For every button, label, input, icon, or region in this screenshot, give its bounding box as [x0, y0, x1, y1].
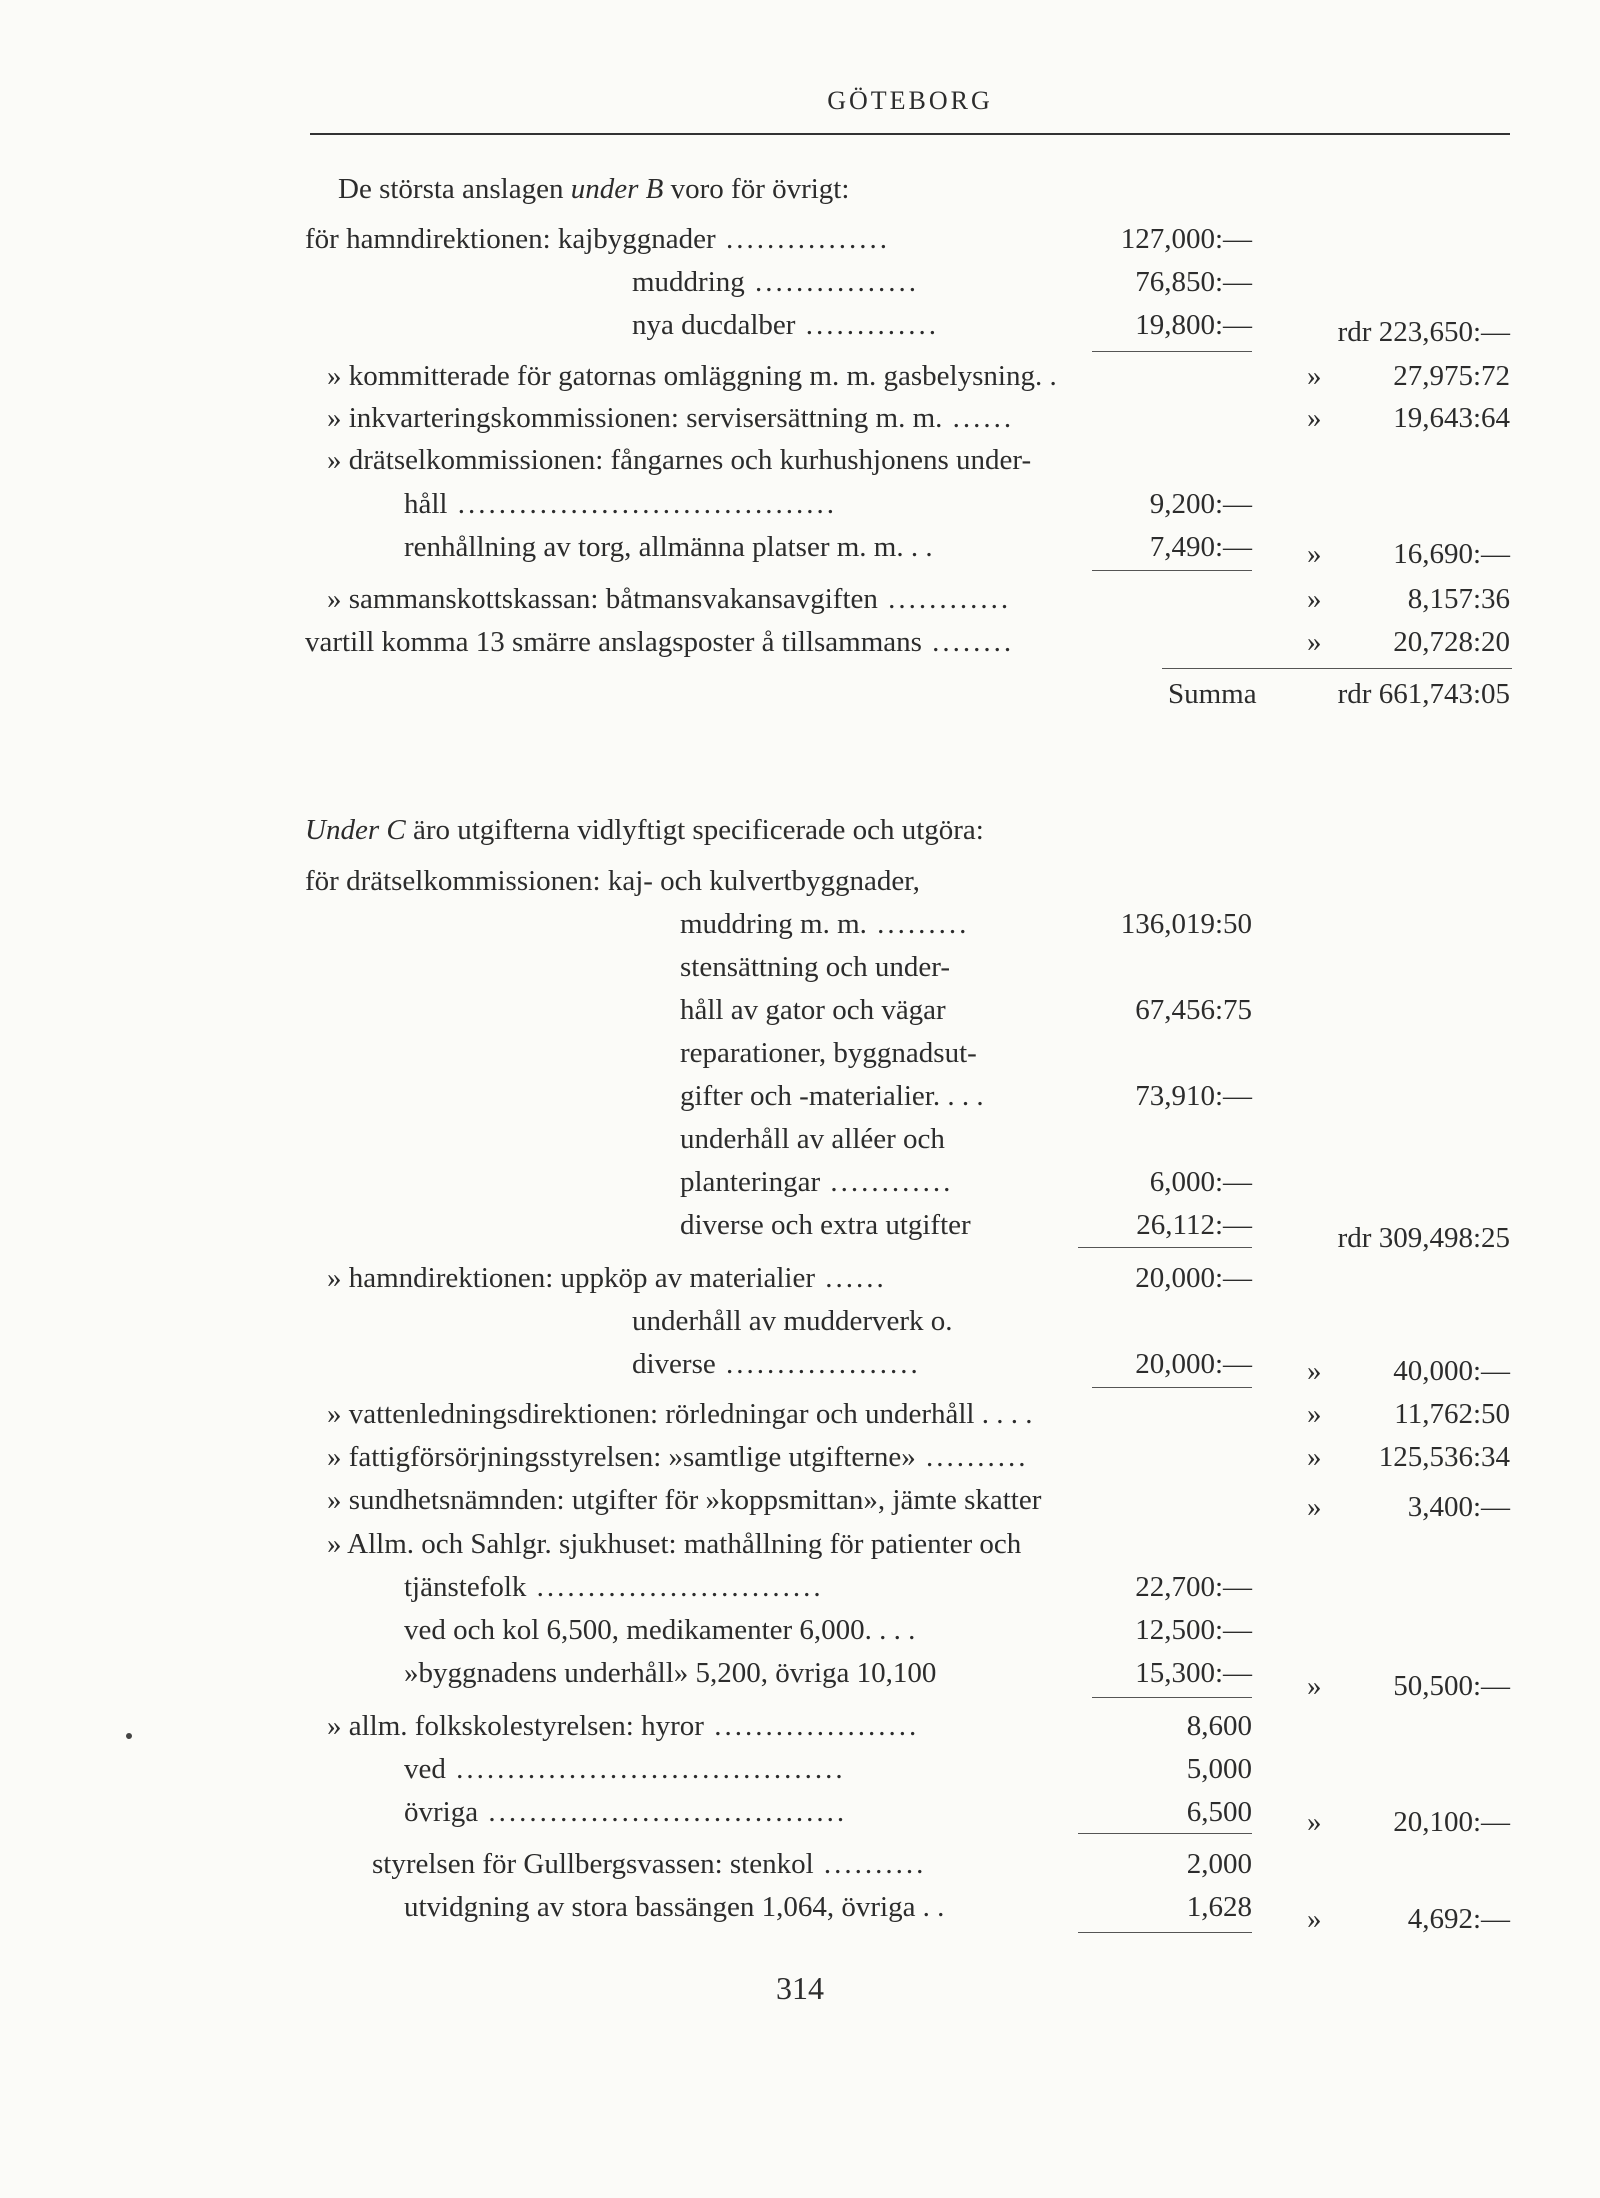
sjukhus-mark: »	[1307, 1670, 1322, 1702]
ducdalber-label: nya ducdalber .............	[632, 309, 939, 341]
inkvartering-mark: »	[1307, 402, 1322, 434]
summa-rule	[1162, 668, 1512, 669]
sum-rule	[1092, 570, 1252, 571]
sum-rule	[1092, 1387, 1252, 1388]
sammanskott-text: » sammanskottskassan: båtmansvakansavgiften ............	[327, 583, 1012, 615]
sjukhus-text: » Allm. och Sahlgr. sjukhuset: mathållning för patienter och	[327, 1528, 1022, 1560]
hamn-label: för hamndirektionen: kajbyggnader ................	[305, 223, 890, 255]
muddring-amount: 76,850:—	[1135, 266, 1252, 298]
fattig-total: 125,536:34	[1378, 1441, 1510, 1473]
gullberg-mark: »	[1307, 1903, 1322, 1935]
dratsel-b-mark: »	[1307, 538, 1322, 570]
sundhet-mark: »	[1307, 1491, 1322, 1523]
kommitterade-mark: »	[1307, 360, 1322, 392]
tjanstefolk-amount: 22,700:—	[1135, 1571, 1252, 1603]
sum-rule	[1078, 1932, 1252, 1933]
kommitterade-text: » kommitterade för gatornas omläggning m. m. gasbelysning. .	[327, 360, 1057, 392]
dratsel-c-label: för drätselkommissionen: kaj- och kulvertbyggnader,	[305, 865, 920, 897]
intro-italic: under B	[570, 173, 664, 205]
hamn-diverse-text: diverse	[632, 1348, 716, 1380]
utvidgning-amount: 1,628	[1186, 1891, 1252, 1923]
inkvartering-total: 19,643:64	[1393, 402, 1510, 434]
sundhet-total: 3,400:—	[1407, 1491, 1510, 1523]
folkskola-ovriga-text: övriga	[404, 1796, 479, 1828]
sammanskott-total: 8,157:36	[1407, 583, 1510, 615]
hall-label: håll .....................................	[404, 488, 837, 520]
fattig-label: » fattigförsörjningsstyrelsen: »samtlige utgifterne»	[327, 1441, 916, 1473]
alleer-line1: underhåll av alléer och	[680, 1123, 945, 1155]
vartill-total: 20,728:20	[1393, 626, 1510, 658]
folkskola-ved-text: ved	[404, 1753, 446, 1785]
sum-rule	[1092, 1697, 1252, 1698]
renhallning-label: renhållning av torg, allmänna platser m. m. . .	[404, 531, 933, 563]
vatten-text: » vattenledningsdirektionen: rörledningar och underhåll . . . .	[327, 1398, 1033, 1430]
muddring-text: muddring	[632, 266, 745, 298]
gullberg-text: styrelsen för Gullbergsvassen: stenkol	[372, 1848, 814, 1880]
folkskola-text: » allm. folkskolestyrelsen: hyror	[327, 1710, 704, 1742]
sundhet-text: » sundhetsnämnden: utgifter för »koppsmittan», jämte skatter	[327, 1484, 1042, 1516]
folkskola-ved-label: ved ......................................	[404, 1753, 846, 1785]
mudderverk-label: underhåll av mudderverk o.	[632, 1305, 953, 1337]
reparationer-line1: reparationer, byggnadsut-	[680, 1037, 977, 1069]
hamn-diverse-amount: 20,000:—	[1135, 1348, 1252, 1380]
intro-c-text: äro utgifterna vidlyftigt specificerade och utgöra:	[405, 814, 984, 846]
vatten-total: 11,762:50	[1394, 1398, 1510, 1430]
gullberg-label: styrelsen för Gullbergsvassen: stenkol ..........	[372, 1848, 927, 1880]
inkvartering-label: » inkvarteringskommissionen: servisersättning m. m.	[327, 402, 943, 434]
tjanstefolk-text: tjänstefolk	[404, 1571, 527, 1603]
dratsel-b-text: » drätselkommissionen: fångarnes och kurhushjonens under-	[327, 444, 1032, 476]
uppkop-amount: 20,000:—	[1135, 1262, 1252, 1294]
dratsel-c-total: rdr 309,498:25	[1337, 1222, 1510, 1254]
hamn-total: rdr 223,650:—	[1337, 316, 1510, 348]
hamn-c-text: » hamndirektionen: uppköp av materialier	[327, 1262, 816, 1294]
kaj-amount: 127,000:—	[1120, 223, 1252, 255]
alleer-text: planteringar	[680, 1166, 821, 1198]
byggnad-label: »byggnadens underhåll» 5,200, övriga 10,100	[404, 1657, 937, 1689]
ved-kol-amount: 12,500:—	[1135, 1614, 1252, 1646]
folkskola-ovriga-label: övriga ...................................	[404, 1796, 848, 1828]
gullberg-total: 4,692:—	[1407, 1903, 1510, 1935]
folkskola-label: » allm. folkskolestyrelsen: hyror ....................	[327, 1710, 920, 1742]
muddring-c-text: muddring m. m.	[680, 908, 867, 940]
ducdalber-text: nya ducdalber	[632, 309, 796, 341]
sum-rule	[1092, 351, 1252, 352]
diverse-c-label: diverse och extra utgifter	[680, 1209, 971, 1241]
folkskola-total: 20,100:—	[1393, 1806, 1510, 1838]
sammanskott-mark: »	[1307, 583, 1322, 615]
byggnad-amount: 15,300:—	[1135, 1657, 1252, 1689]
ink-speck	[126, 1733, 132, 1739]
reparationer-line2: gifter och -materialier. . . .	[680, 1080, 984, 1112]
sum-rule	[1078, 1833, 1252, 1834]
muddring-c-label: muddring m. m. .........	[680, 908, 970, 940]
ducdalber-amount: 19,800:—	[1135, 309, 1252, 341]
fattig-mark: »	[1307, 1441, 1322, 1473]
vartill-mark: »	[1307, 626, 1322, 658]
stensattning-line2: håll av gator och vägar	[680, 994, 946, 1026]
running-header: GÖTEBORG	[827, 86, 993, 115]
alleer-line2: planteringar ............	[680, 1166, 954, 1198]
header-rule	[310, 133, 1510, 135]
fattig-text: » fattigförsörjningsstyrelsen: »samtlige utgifterne» ..........	[327, 1441, 1029, 1473]
reparationer-amount: 73,910:—	[1135, 1080, 1252, 1112]
utvidgning-label: utvidgning av stora bassängen 1,064, övriga . .	[404, 1891, 945, 1923]
section-b-intro	[338, 175, 849, 204]
folkskola-ovriga-amount: 6,500	[1186, 1796, 1252, 1828]
summa-label: Summa	[1168, 678, 1257, 710]
stenkol-amount: 2,000	[1186, 1848, 1252, 1880]
vatten-mark: »	[1307, 1398, 1322, 1430]
section-c-intro	[305, 816, 984, 845]
intro-c-italic: Under C	[305, 814, 406, 846]
inkvartering-text: » inkvarteringskommissionen: servisersättning m. m. ......	[327, 402, 1015, 434]
folkskola-ved-amount: 5,000	[1186, 1753, 1252, 1785]
hyror-amount: 8,600	[1186, 1710, 1252, 1742]
summa-total: rdr 661,743:05	[1337, 678, 1510, 710]
hamn-diverse-label: diverse ...................	[632, 1348, 921, 1380]
hamn-label-text: för hamndirektionen: kajbyggnader	[305, 223, 716, 255]
stensattning-amount: 67,456:75	[1135, 994, 1252, 1026]
sjukhus-total: 50,500:—	[1393, 1670, 1510, 1702]
hamn-c-label: » hamndirektionen: uppköp av materialier ......	[327, 1262, 887, 1294]
sum-rule	[1078, 1247, 1252, 1248]
folkskola-mark: »	[1307, 1806, 1322, 1838]
vartill-text: vartill komma 13 smärre anslagsposter å tillsammans ........	[305, 626, 1015, 658]
muddring-c-amount: 136,019:50	[1120, 908, 1252, 940]
hamn-c-total: 40,000:—	[1393, 1355, 1510, 1387]
page-number: 314	[776, 1970, 824, 2006]
ved-kol-label: ved och kol 6,500, medikamenter 6,000. . . .	[404, 1614, 916, 1646]
tjanstefolk-label: tjänstefolk ............................	[404, 1571, 824, 1603]
hall-text: håll	[404, 488, 448, 520]
sammanskott-label: » sammanskottskassan: båtmansvakansavgiften	[327, 583, 878, 615]
intro-text: De största anslagen	[338, 173, 571, 205]
diverse-c-amount: 26,112:—	[1136, 1209, 1252, 1241]
renhallning-amount: 7,490:—	[1149, 531, 1252, 563]
planteringar-amount: 6,000:—	[1149, 1166, 1252, 1198]
kommitterade-total: 27,975:72	[1393, 360, 1510, 392]
hall-amount: 9,200:—	[1149, 488, 1252, 520]
dratsel-b-total: 16,690:—	[1393, 538, 1510, 570]
muddring-label: muddring ................	[632, 266, 920, 298]
intro-text-end: voro för övrigt:	[663, 173, 850, 205]
hamn-c-mark: »	[1307, 1355, 1322, 1387]
vartill-label: vartill komma 13 smärre anslagsposter å tillsammans	[305, 626, 922, 658]
stensattning-line1: stensättning och under-	[680, 951, 951, 983]
